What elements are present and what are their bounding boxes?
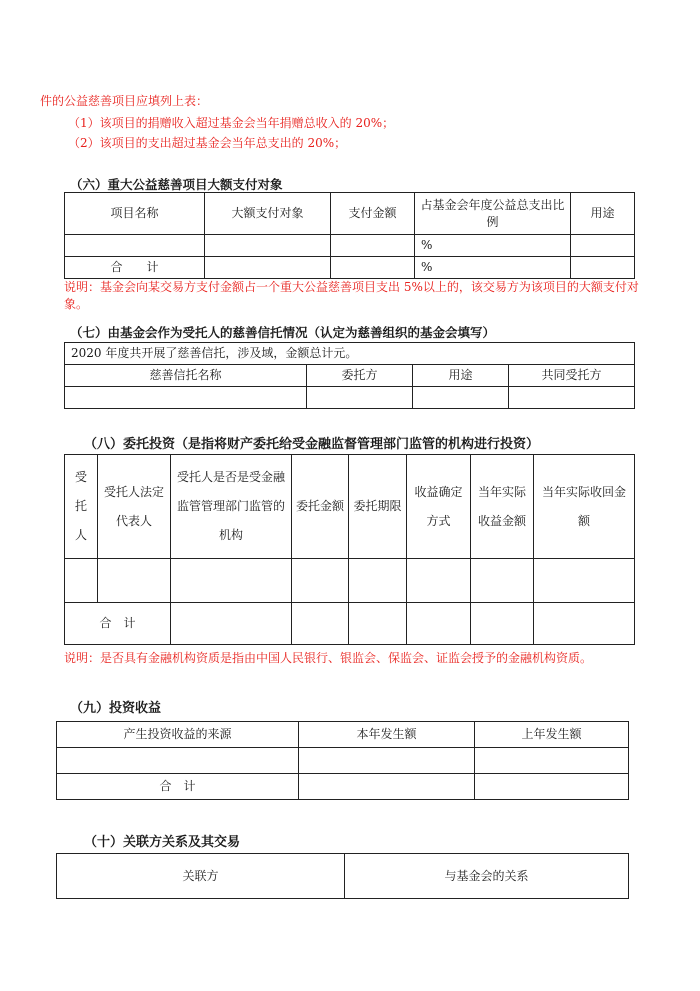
cell <box>571 257 635 279</box>
section9-title: （九）投资收益 <box>70 701 162 716</box>
section8-title: （八）委托投资（是指将财产委托给受金融监督管理部门监管的机构进行投资） <box>84 437 540 452</box>
intro-line-2: （1）该项目的捐赠收入超过基金会当年捐赠总收入的 20%； <box>68 116 395 130</box>
section7-statement-row <box>65 343 635 365</box>
cell <box>534 559 635 603</box>
section8-row <box>65 559 635 603</box>
cell <box>299 774 475 800</box>
cell <box>205 257 331 279</box>
header-amount: 委托金额 <box>292 455 349 559</box>
section8-total-row <box>65 603 635 645</box>
header-income-source: 产生投资收益的来源 <box>57 722 299 748</box>
cell <box>292 603 349 645</box>
header-current-year: 本年发生额 <box>299 722 475 748</box>
section6-row <box>65 235 635 257</box>
intro-line-3: （2）该项目的支出超过基金会当年总支出的 20%； <box>68 136 347 150</box>
cell <box>331 235 415 257</box>
intro-line-1: 件的公益慈善项目应填列上表： <box>40 94 209 108</box>
cell <box>534 603 635 645</box>
section6-table <box>64 192 635 279</box>
section10-title: （十）关联方关系及其交易 <box>84 835 241 850</box>
cell <box>307 387 413 409</box>
header-payment-amount: 支付金额 <box>331 193 415 235</box>
cell-percent: % <box>415 257 571 279</box>
section6-title: （六）重大公益慈善项目大额支付对象 <box>70 177 283 192</box>
cell <box>471 603 534 645</box>
cell <box>65 387 307 409</box>
header-project-name: 项目名称 <box>65 193 205 235</box>
section7-row <box>65 387 635 409</box>
cell <box>65 559 98 603</box>
cell <box>475 774 629 800</box>
header-expense-ratio: 占基金会年度公益总支出比例 <box>415 193 571 235</box>
cell <box>571 235 635 257</box>
header-co-trustee: 共同受托方 <box>509 365 635 387</box>
section9-row <box>57 748 629 774</box>
header-large-payee: 大额支付对象 <box>205 193 331 235</box>
total-label: 合 计 <box>65 257 205 279</box>
header-related-party: 关联方 <box>57 854 345 899</box>
header-purpose: 用途 <box>571 193 635 235</box>
cell <box>205 235 331 257</box>
header-prior-year: 上年发生额 <box>475 722 629 748</box>
cell <box>413 387 509 409</box>
header-purpose: 用途 <box>413 365 509 387</box>
header-relationship: 与基金会的关系 <box>345 854 629 899</box>
cell <box>292 559 349 603</box>
cell <box>331 257 415 279</box>
header-trustee: 受托人 <box>65 455 98 559</box>
cell <box>299 748 475 774</box>
header-trust-name: 慈善信托名称 <box>65 365 307 387</box>
cell <box>98 559 171 603</box>
cell <box>475 748 629 774</box>
section7-title: （七）由基金会作为受托人的慈善信托情况（认定为慈善组织的基金会填写） <box>70 325 496 340</box>
cell <box>171 603 292 645</box>
header-actual-income: 当年实际收益金额 <box>471 455 534 559</box>
cell <box>349 559 407 603</box>
header-regulated: 受托人是否是受金融监管管理部门监管的机构 <box>171 455 292 559</box>
section7-table <box>64 342 635 409</box>
header-trustor: 委托方 <box>307 365 413 387</box>
section8-header-row <box>65 455 635 559</box>
cell <box>407 603 471 645</box>
cell <box>349 603 407 645</box>
cell <box>57 748 299 774</box>
section9-header-row <box>57 722 629 748</box>
header-income-method: 收益确定方式 <box>407 455 471 559</box>
section7-statement: 2020 年度共开展了慈善信托，涉及域，金额总计元。 <box>65 343 635 365</box>
section6-header-row <box>65 193 635 235</box>
section6-note: 说明：基金会向某交易方支付金额占一个重大公益慈善项目支出 5%以上的，该交易方为该项目的大额支付对象。 <box>64 280 639 311</box>
cell-percent: % <box>415 235 571 257</box>
section9-table <box>56 721 629 800</box>
cell <box>171 559 292 603</box>
total-label: 合 计 <box>57 774 299 800</box>
section10-header-row <box>57 854 629 899</box>
cell <box>407 559 471 603</box>
total-label: 合 计 <box>65 603 171 645</box>
header-term: 委托期限 <box>349 455 407 559</box>
header-actual-recovered: 当年实际收回金额 <box>534 455 635 559</box>
cell <box>471 559 534 603</box>
cell <box>65 235 205 257</box>
cell <box>509 387 635 409</box>
header-legal-rep: 受托人法定代表人 <box>98 455 171 559</box>
section8-table <box>64 454 635 645</box>
section7-header-row <box>65 365 635 387</box>
section6-total-row <box>65 257 635 279</box>
section10-table <box>56 853 629 899</box>
section9-total-row <box>57 774 629 800</box>
section8-note: 说明：是否具有金融机构资质是指由中国人民银行、银监会、保监会、证监会授予的金融机构资质。 <box>64 651 593 665</box>
